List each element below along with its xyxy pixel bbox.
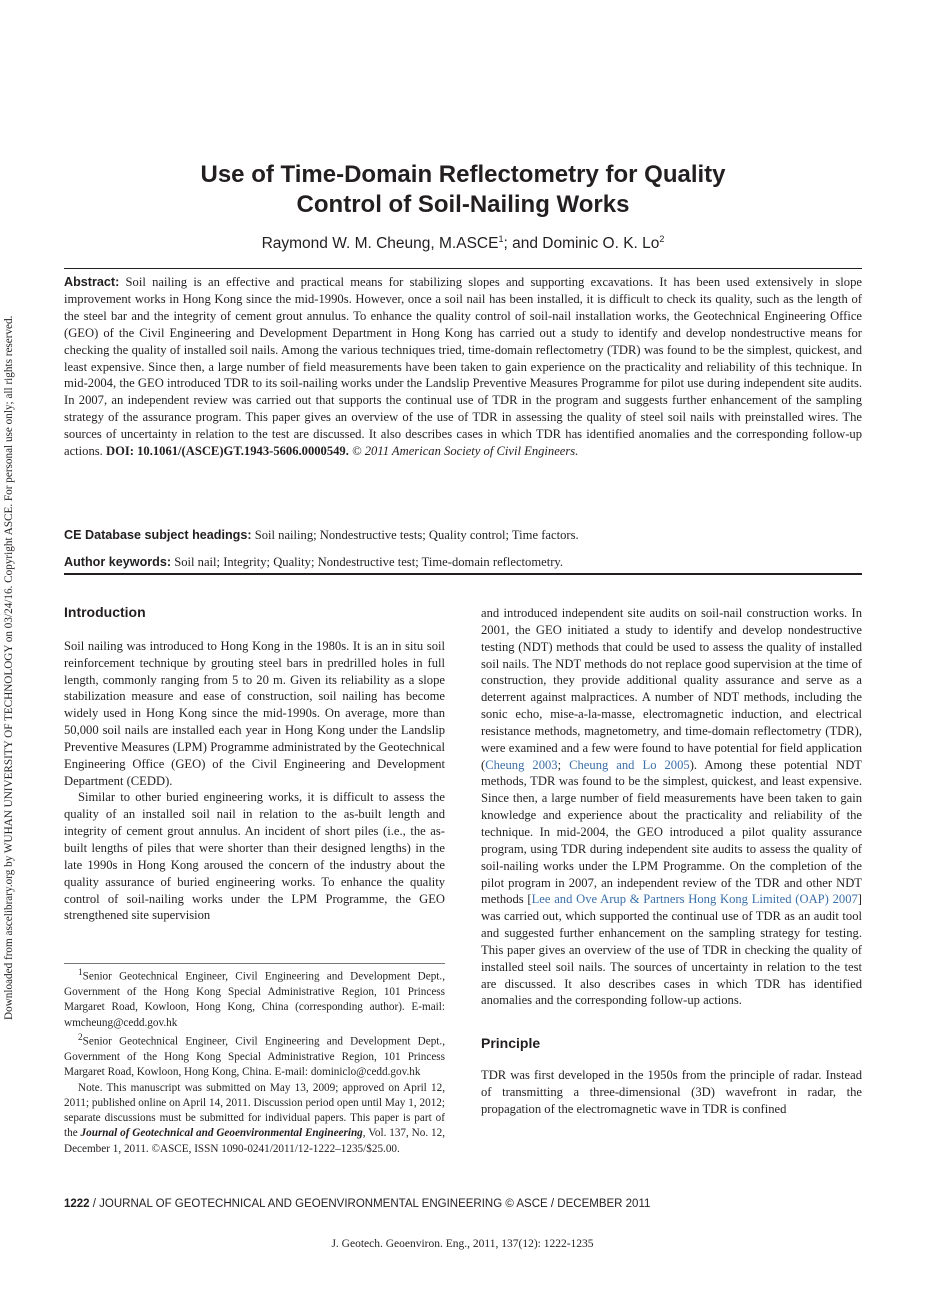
title-line-2: Control of Soil-Nailing Works	[296, 191, 630, 218]
paragraph	[481, 605, 862, 1009]
text: ] was carried out, which supported the continual use of TDR as an audit tool and suggested further enhancement on the sampling strategy for testing. This paper gives an overview of the use of TDR in checking the quality of installed steel soil nails. The sources of uncertainty in relation to the test are discussed. It also describes cases in which TDR has identified anomalies and the corresponding follow-up actions.	[481, 892, 862, 1008]
subject-headings-text: Soil nailing; Nondestructive tests; Quality control; Time factors.	[251, 528, 579, 542]
abstract-text: Soil nailing is an effective and practical means for stabilizing slopes and supporting excavations. It has been used extensively in slope improvement works in Hong Kong since the mid-1990s. However, once a soil nail has been installed, it is difficult to check its quality, such as the length of the steel bar and the integrity of cement grout annulus. To enhance the quality control of soil-nail installation works, the Geotechnical Engineering Office (GEO) of the Civil Engineering and Development Department in Hong Kong has carried out a study to identify and develop nondestructive means for checking the quality of installed soil nails. Among the various techniques tried, time-domain reflectometry (TDR) was found to be the simplest, quickest, and least expensive. Since then, a large number of field measurements have been taken to gain experience on the practicality and reliability of this technique. In mid-2004, the GEO introduced TDR to its soil-nailing works under the Landslip Preventive Measures Programme for pilot use during independent site audits. In 2007, an independent review was carried out that supports the continual use of TDR in the program and suggests further enhancement of the sampling strategy of the assurance program. This paper gives an overview of the use of TDR in assessing the quality of steel soil nails with preinstalled wires. The sources of uncertainty in relation to the test are discussed. It also describes cases in which TDR has identified anomalies and the corresponding follow-up actions.	[64, 275, 862, 459]
citation-line: J. Geotech. Geoenviron. Eng., 2011, 137(12): 1222-1235	[331, 1238, 594, 1250]
text: ). Among these potential NDT methods, TDR was found to be the simplest, quickest, and least expensive. Since then, a large number of field measurements have been taken to gain knowledge and experience about the practicality and reliability of the technique. In mid-2004, the GEO introduced a pilot quality assurance program, using TDR during independent site audits to assess the quality of soil-nailing works under the LPM Programme. On the completion of the pilot program in 2007, an independent review of the TDR and other NDT methods [	[481, 757, 862, 907]
authors	[64, 234, 862, 253]
paper-title	[64, 160, 862, 220]
citation-link[interactable]: Lee and Ove Arup & Partners Hong Kong Limited (OAP) 2007	[531, 892, 858, 907]
note: , Vol. 137, No. 12, December 1, 2011. ©ASCE, ISSN 1090-0241/2011/12-1222–1235/$25.00.	[64, 1127, 446, 1155]
text: ;	[557, 757, 570, 772]
author-1: Raymond W. M. Cheung, M.ASCE	[261, 235, 499, 253]
author-keywords	[64, 555, 862, 570]
subject-headings-label: CE Database subject headings:	[64, 528, 252, 542]
note: Note. This manuscript was submitted on May 13, 2009; approved on April 12, 2011; published online on April 14, 2011. Discussion period open until May 1, 2012; separate discussions must be submitted for individual papers. This paper is part of the	[64, 1081, 445, 1140]
footnotes	[64, 966, 445, 1157]
abstract-label: Abstract:	[64, 275, 120, 289]
paragraph: Soil nailing was introduced to Hong Kong in the 1980s. It is an in situ soil reinforcement technique by grouting steel bars in predrilled holes in full length, commonly ranging from 5 to 20 m. Given its reliability as a slope stabilization measure and ease of construction, soil nailing has become widely used in Hong Kong since the mid-1990s. On average, more than 50,000 soil nails are installed each year in Hong Kong under the Landslip Preventive Measures (LPM) Programme administrated by the Geotechnical Engineering Office (GEO) of the Civil Engineering and Development Department (CEDD).	[64, 638, 445, 788]
footnote-mark: 1	[78, 968, 83, 978]
affiliation-mark: 1	[498, 234, 504, 244]
copyright: © 2011 American Society of Civil Engineers.	[348, 444, 579, 459]
divider	[64, 573, 862, 575]
paragraph: TDR was first developed in the 1950s from the principle of radar. Instead of transmitting a three-dimensional (3D) wavefront in radar, the propagation of the electromagnetic wave in TDR is confined	[481, 1068, 862, 1116]
title-line-1: Use of Time-Domain Reflectometry for Quality	[200, 161, 726, 188]
divider	[64, 268, 862, 269]
author-2: ; and Dominic O. K. Lo	[503, 235, 660, 253]
section-heading-principle: Principle	[481, 1035, 541, 1052]
abstract	[64, 274, 862, 460]
section-heading-introduction: Introduction	[64, 604, 146, 620]
affiliation-mark: 2	[659, 234, 665, 244]
citation-link[interactable]: Cheung and Lo 2005	[569, 757, 690, 772]
doi-link[interactable]: DOI: 10.1061/(ASCE)GT.1943-5606.0000549.	[105, 444, 349, 459]
citation-link[interactable]: Cheung 2003	[485, 757, 558, 772]
footnote-1: Senior Geotechnical Engineer, Civil Engineering and Development Dept., Government of the Hong Kong Special Administrative Region, 101 Princess Margaret Road, Kowloon, Hong Kong, China (corresponding author). E-mail: wmcheung@cedd.gov.hk	[64, 970, 445, 1029]
paragraph: Similar to other buried engineering works, it is difficult to assess the quality of an installed soil nail in relation to the as-built length and integrity of cement grout annulus. An incident of short piles (i.e., the as-built lengths of piles that were shorter than their designed lengths) in the late 1990s in Hong Kong aroused the concern of the industry about the quality assurance of buried engineering works. To enhance the quality control of soil-nailing works under the LPM Programme, the GEO strengthened site supervision	[64, 790, 445, 923]
page-footer	[64, 1198, 650, 1210]
footnote-divider	[64, 963, 445, 964]
author-keywords-label: Author keywords:	[64, 555, 172, 569]
journal-footer: / JOURNAL OF GEOTECHNICAL AND GEOENVIRONMENTAL ENGINEERING © ASCE / DECEMBER 2011	[89, 1198, 651, 1210]
author-keywords-text: Soil nail; Integrity; Quality; Nondestructive test; Time-domain reflectometry.	[171, 555, 564, 569]
left-column	[64, 604, 445, 924]
page-number: 1222	[64, 1198, 90, 1210]
journal-name: Journal of Geotechnical and Geoenvironmental Engineering	[80, 1127, 363, 1140]
footnote-2: Senior Geotechnical Engineer, Civil Engineering and Development Dept., Government of the Hong Kong Special Administrative Region, 101 Princess Margaret Road, Kowloon, Hong Kong, China. E-mail: dominiclo@cedd.gov.hk	[64, 1035, 445, 1079]
subject-headings	[64, 528, 862, 543]
text: and introduced independent site audits on soil-nail construction works. In 2001, the GEO initiated a study to identify and develop nondestructive testing (NDT) methods that could be used to assess the quality of installed soil nails. The NDT methods do not replace good supervision at the time of construction, they provide additional quality assurance and serve as a deterrent against malpractices. A number of NDT methods, including the sonic echo, mise-a-la-masse, electromagnetic induction, and electrical resistance methods, magnetometry, and time-domain reflectometry (TDR), were examined and a few were found to have potential for field application (	[481, 606, 862, 772]
download-notice: Downloaded from ascelibrary.org by WUHAN UNIVERSITY OF TECHNOLOGY on 03/24/16. Copyright ASCE. For personal use only; all rights reserved.	[3, 315, 15, 1020]
right-column	[481, 605, 862, 1118]
footnote-mark: 2	[78, 1032, 83, 1043]
